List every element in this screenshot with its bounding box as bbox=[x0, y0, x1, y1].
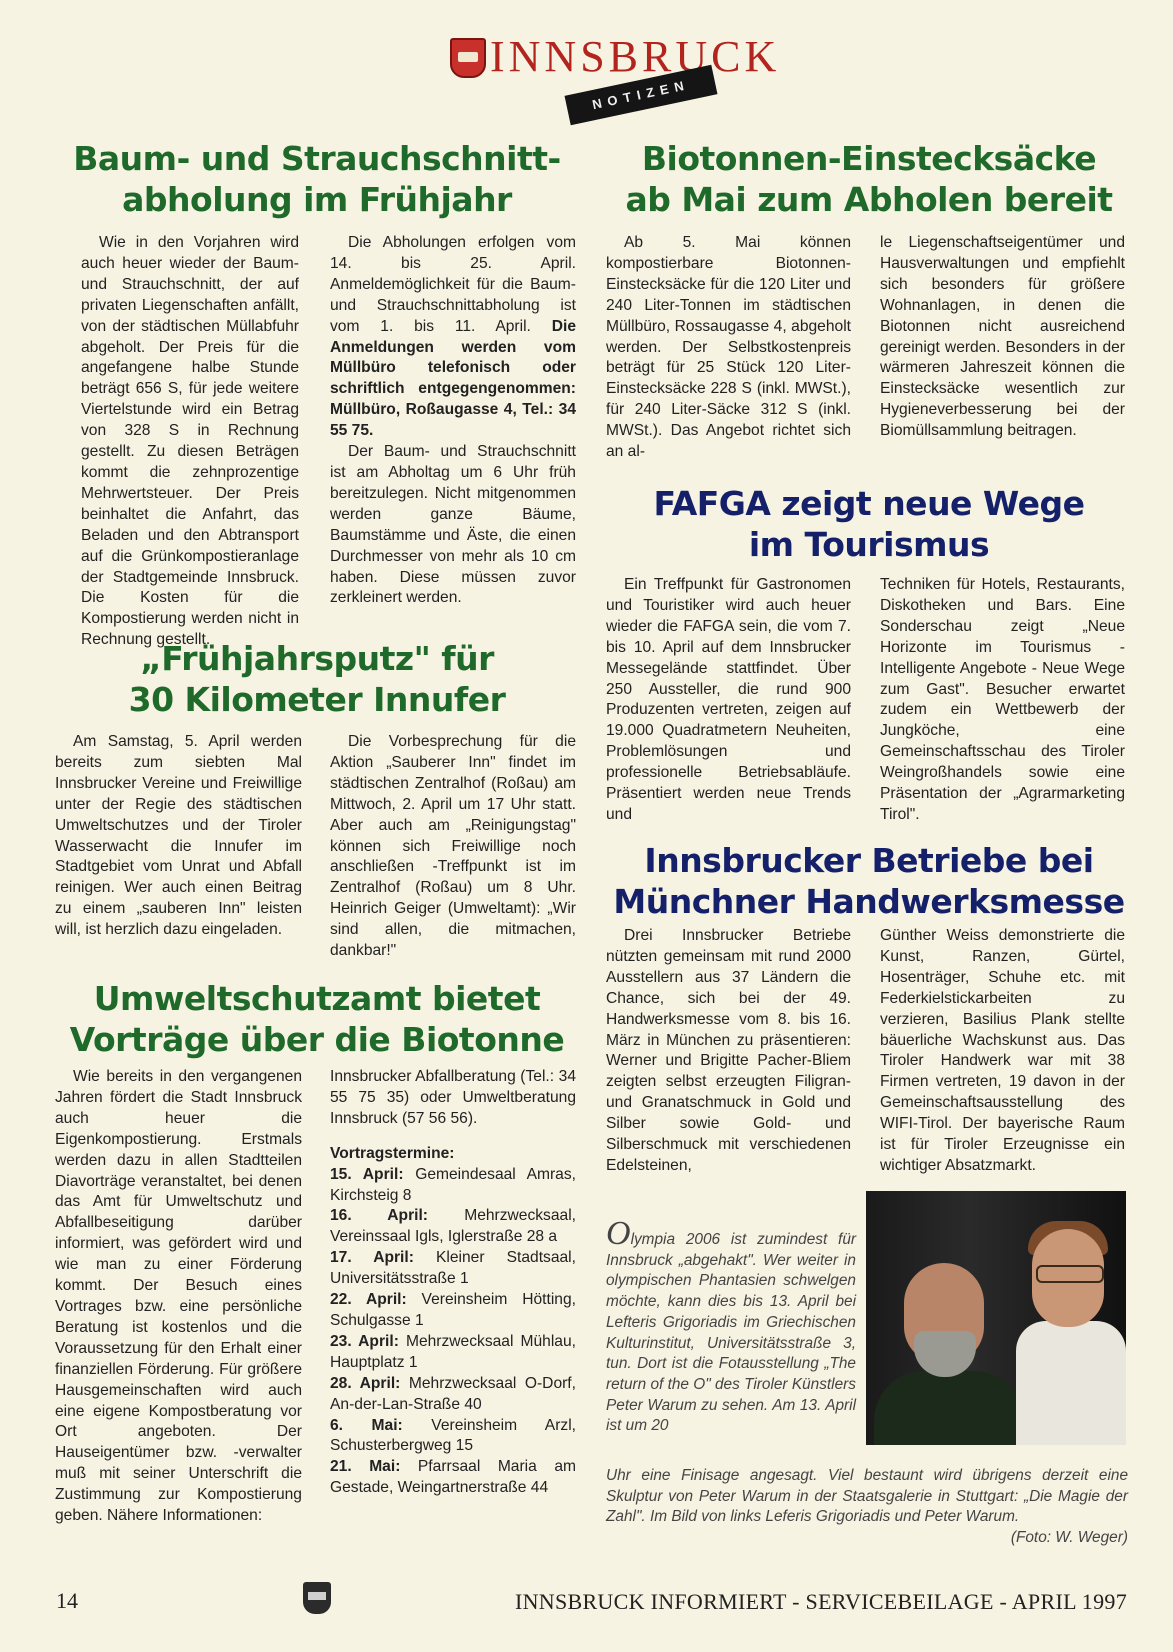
schedule-item bbox=[330, 1165, 576, 1207]
footer-publication: INNSBRUCK INFORMIERT - SERVICEBEILAGE - APRIL 1997 bbox=[514, 1589, 1127, 1614]
paragraph: Ab 5. Mai können kompostierbare Biotonnen-Einstecksäcke für die 120 Liter und 240 Liter-Tonnen im städtischen Müllbüro, Rossaugasse 4, abgeholt werden. Der Selbstkostenpreis beträgt für 25 Stück 120 Liter-Einstecksäcke 228 S (inkl. MWSt.), für 240 Liter-Säcke 312 S (inkl. MWSt.). Das Angebot richtet sich an al- bbox=[606, 234, 851, 461]
schedule-date: 23. April: bbox=[330, 1332, 399, 1350]
article-fafga-col2 bbox=[880, 575, 1125, 826]
headline-line: „Frühjahrsputz" für bbox=[140, 639, 494, 678]
schedule-place: Mehrzwecksaal, Vereinssaal Igls, Iglerstraße 28 a bbox=[330, 1207, 576, 1246]
schedule-date: 6. Mai: bbox=[330, 1416, 403, 1434]
paragraph: Drei Innsbrucker Betriebe nützten gemeinsam mit rund 2000 Ausstellern aus 37 Ländern die Chance, sich bei der 49. Handwerksmesse vom 8. bis 16. März in München zu präsentieren: Werner und Brigitte Pacher-Bliem zeigten selbst erzeugten Filigran- und Granatschmuck in Gold und Silber sowie Gold- und Silberschmuck mit verschiedenen Edelsteinen, bbox=[606, 927, 851, 1174]
article-handwerk-col1 bbox=[606, 926, 851, 1177]
schedule-place: Kleiner Stadtsaal, Universitätsstraße 1 bbox=[330, 1249, 576, 1288]
paragraph: Ein Treffpunkt für Gastronomen und Touristiker wird auch heuer wieder die FAFGA sein, die vom 7. bis 10. April auf dem Innsbrucker Messegelände stattfindet. Über 250 Aussteller, die rund 900 Produzenten vertreten, zeigen auf 19.000 Quadratmetern Neuheiten, Problemlösungen und professionelle Betriebsabläufe. Präsentiert werden neue Trends und bbox=[606, 576, 851, 823]
headline-umwelt bbox=[52, 978, 582, 1060]
schedule-place: Mehrzwecksaal Mühlau, Hauptplatz 1 bbox=[330, 1332, 576, 1371]
schedule-date: 16. April: bbox=[330, 1207, 429, 1225]
city-crest-icon bbox=[303, 1582, 331, 1614]
schedule-place: Pfarrsaal Maria am Gestade, Weingartnerstraße 44 bbox=[330, 1458, 576, 1497]
schedule-item bbox=[330, 1374, 576, 1416]
schedule-date: 22. April: bbox=[330, 1291, 407, 1309]
drop-cap: O bbox=[606, 1215, 631, 1252]
page-number: 14 bbox=[56, 1588, 78, 1613]
article-biotonnen-col2 bbox=[880, 233, 1125, 442]
masthead-subbrand: NOTIZEN bbox=[565, 65, 718, 126]
schedule-item bbox=[330, 1416, 576, 1458]
masthead bbox=[446, 30, 781, 120]
article-biotonnen-col1 bbox=[606, 233, 851, 463]
caption-text: lympia 2006 ist zumindest für Innsbruck „abgehakt". Wer weiter in olympischen Phantasien schwelgen möchte, kann dies bis 13. April bei Lefteris Grigoriadis im Griechischen Kulturinstitut, Universitätsstraße 3, tun. Dort ist die Fotausstellung „The return of the O" des Tiroler Künstlers Peter Warum zu sehen. Am 13. April ist um 20 bbox=[606, 1231, 856, 1435]
article-umwelt-col1 bbox=[55, 1067, 302, 1527]
schedule-date: 28. April: bbox=[330, 1374, 401, 1392]
schedule-place: Mehrzwecksaal O-Dorf, An-der-Lan-Straße 40 bbox=[330, 1374, 576, 1413]
headline-line: im Tourismus bbox=[748, 525, 990, 564]
article-innufer-col1 bbox=[55, 732, 302, 941]
text: Die Abholungen erfolgen vom 14. bis 25. April. Anmeldemöglichkeit für die Baum- und Strauchschnittabholung ist vom 1. bis 11. April. bbox=[330, 234, 576, 335]
schedule-item bbox=[330, 1248, 576, 1290]
paragraph: Am Samstag, 5. April werden bereits zum siebten Mal Innsbrucker Vereine und Freiwillige unter der Regie des städtischen Umweltschutzes und der Tiroler Wasserwacht die Innufer im Stadtgebiet vom Unrat und Abfall reinigen. Wer auch einen Beitrag zu einem „sauberen Inn" leisten will, ist herzlich dazu eingeladen. bbox=[55, 733, 302, 939]
paragraph: Der Baum- und Strauchschnitt ist am Abholtag um 6 Uhr früh bereitzulegen. Nicht mitgenommen werden ganze Bäume, Baumstämme und Äste, die einen Durchmesser von mehr als 10 cm haben. Diese müssen zuvor zerkleinert werden. bbox=[330, 443, 576, 607]
photo bbox=[866, 1191, 1126, 1445]
photo-credit: (Foto: W. Weger) bbox=[1010, 1529, 1128, 1547]
schedule-item bbox=[330, 1206, 576, 1248]
headline-line: ab Mai zum Abholen bereit bbox=[625, 180, 1113, 219]
schedule-date: 21. Mai: bbox=[330, 1458, 401, 1476]
schedule-item bbox=[330, 1290, 576, 1332]
headline-line: Innsbrucker Betriebe bei bbox=[644, 841, 1094, 880]
schedule-place: Vereinsheim Hötting, Schulgasse 1 bbox=[330, 1291, 576, 1329]
article-fafga-col1 bbox=[606, 575, 851, 826]
schedule-item bbox=[330, 1457, 576, 1499]
paragraph bbox=[330, 233, 576, 442]
headline-line: Münchner Handwerksmesse bbox=[613, 882, 1125, 921]
paragraph: Techniken für Hotels, Restaurants, Diskotheken und Bars. Eine Sonderschau zeigt „Neue Horizonte im Tourismus - Intelligente Angebote - Neue Wege zum Gast". Besucher erwartet zudem ein Wettbewerb der Jungköche, eine Gemeinschaftsschau des Tiroler Weingroßhandels sowie eine Präsentation der „Agrarmarketing Tirol". bbox=[880, 576, 1125, 823]
article-baum-col2 bbox=[330, 233, 576, 609]
paragraph: le Liegenschaftseigentümer und Hausverwaltungen und empfiehlt sich besonders für größere Wohnanlagen, in denen die Biotonnen nicht ausreichend gereinigt werden. Besonders in der wärmeren Jahreszeit können die Einstecksäcke wesentlich zur Hygieneverbesserung bei der Biomüllsammlung beitragen. bbox=[880, 234, 1125, 440]
bold-text: Die Anmeldungen werden vom Müllbüro telefonisch oder schriftlich entgegengenommen: Müllbüro, Roßaugasse 4, Tel.: 34 55 75. bbox=[330, 317, 576, 440]
article-baum-col1 bbox=[81, 233, 299, 651]
article-umwelt-col2 bbox=[330, 1067, 576, 1499]
photo-caption-part1 bbox=[606, 1215, 856, 1437]
headline-biotonnen bbox=[605, 138, 1133, 220]
headline-line: 30 Kilometer Innufer bbox=[128, 680, 506, 719]
schedule-date: 15. April: bbox=[330, 1165, 404, 1183]
article-handwerk-col2 bbox=[880, 926, 1125, 1177]
paragraph: Günther Weiss demonstrierte die Kunst, Ranzen, Gürtel, Hosenträger, Schuhe etc. mit Federkielstickarbeiten zu verzieren, Basilius Plank stellte bäuerliche Wachskunst aus. Das Tiroler Handwerk war mit 38 Firmen vertreten, 19 davon in der Gemeinschaftsausstellung des WIFI-Tirol. Der bayerische Raum ist für Tiroler Erzeugnisse ein wichtiger Absatzmarkt. bbox=[880, 927, 1125, 1174]
headline-baum bbox=[52, 138, 582, 220]
city-crest-icon bbox=[450, 38, 486, 78]
masthead-brand: INNSBRUCK bbox=[490, 32, 781, 81]
schedule-place: Vereinsheim Arzl, Schusterbergweg 15 bbox=[330, 1416, 576, 1455]
schedule-date: 17. April: bbox=[330, 1249, 414, 1267]
headline-line: FAFGA zeigt neue Wege bbox=[653, 484, 1085, 523]
headline-line: Umweltschutzamt bietet bbox=[93, 979, 541, 1018]
article-innufer-col2 bbox=[330, 732, 576, 962]
paragraph: Wie in den Vorjahren wird auch heuer wieder der Baum- und Strauchschnitt, der auf privaten Liegenschaften anfällt, von der städtischen Müllabfuhr abgeholt. Der Preis für die angefangene halbe Stunde beträgt 656 S, für jede weitere Viertelstunde wird ein Betrag von 328 S in Rechnung gestellt. Zu diesen Beträgen kommt die zehnprozentige Mehrwertsteuer. Der Preis beinhaltet die Anfahrt, das Beladen und den Abtransport auf die Grünkompostieranlage der Stadtgemeinde Innsbruck. Die Kosten für die Kompostierung werden nicht in Rechnung gestellt. bbox=[81, 234, 299, 649]
paragraph: Innsbrucker Abfallberatung (Tel.: 34 55 75 35) oder Umweltberatung Innsbruck (57 56 56). bbox=[330, 1068, 576, 1127]
paragraph: Die Vorbesprechung für die Aktion „Sauberer Inn" findet im städtischen Zentralhof (Roßau) am Mittwoch, 2. April um 17 Uhr statt. Aber auch am „Reinigungstag" können sich Freiwillige noch anschließen -Treffpunkt ist im Zentralhof (Roßau) um 8 Uhr. Heinrich Geiger (Umweltamt): „Wir sind allen, die mitmachen, dankbar!" bbox=[330, 733, 576, 960]
headline-innufer bbox=[52, 638, 582, 720]
headline-line: abholung im Frühjahr bbox=[122, 180, 512, 219]
paragraph: Wie bereits in den vergangenen Jahren fördert die Stadt Innsbruck auch heuer die Eigenkompostierung. Erstmals werden dazu in allen Stadtteilen Diavorträge veranstaltet, bei denen das Amt für Umweltschutz und Abfallbeseitigung darüber informiert, was gefördert wird und wie man zu einer Förderung kommt. Der Besuch eines Vortrages bzw. eine persönliche Beratung ist kostenlos und die Voraussetzung für den Erhalt einer finanziellen Förderung. Für größere Hausgemeinschaften wird auch eine eigene Kompostberatung vor Ort angeboten. Der Hauseigentümer bzw. -verwalter muß mit seiner Unterschrift die Zustimmung zur Kompostierung geben. Nähere Informationen: bbox=[55, 1068, 302, 1525]
schedule-item bbox=[330, 1332, 576, 1374]
headline-line: Biotonnen-Einstecksäcke bbox=[641, 139, 1097, 178]
headline-line: Vorträge über die Biotonne bbox=[69, 1020, 565, 1059]
headline-fafga bbox=[605, 483, 1133, 565]
schedule-list bbox=[330, 1165, 576, 1500]
schedule-place: Gemeindesaal Amras, Kirchsteig 8 bbox=[330, 1165, 576, 1204]
photo-caption-part2 bbox=[606, 1466, 1128, 1549]
headline-line: Baum- und Strauchschnitt- bbox=[73, 139, 561, 178]
headline-handwerk bbox=[605, 840, 1133, 922]
caption-text: Uhr eine Finisage angesagt. Viel bestaunt wird übrigens derzeit eine Skulptur von Peter Warum in der Staatsgalerie in Stuttgart: „Die Magie der Zahl". Im Bild von links Leferis Grigoriadis und Peter Warum. bbox=[606, 1467, 1128, 1526]
schedule-title: Vortragstermine: bbox=[330, 1144, 455, 1162]
